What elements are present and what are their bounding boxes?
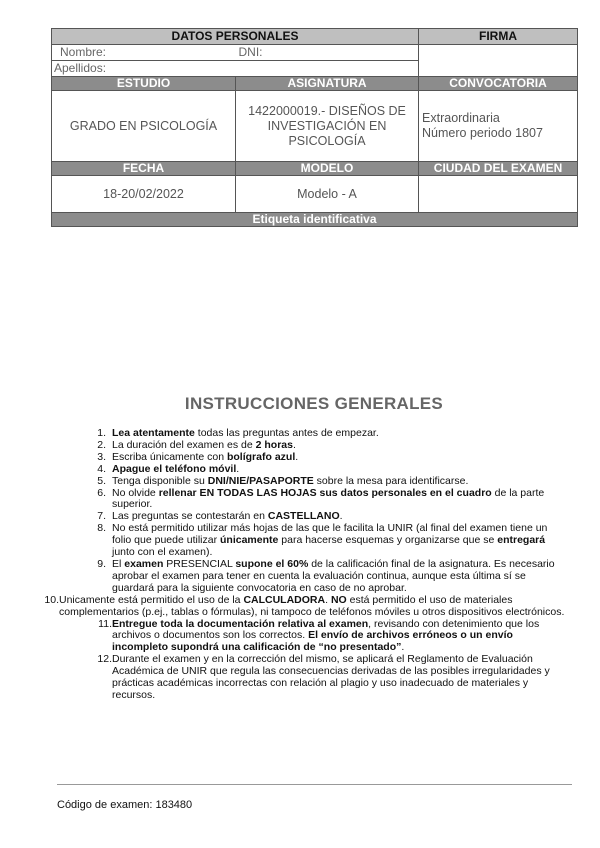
instruction-text-segment: DNI/NIE/PASAPORTE bbox=[207, 474, 314, 487]
instruction-text-segment: No olvide bbox=[112, 486, 159, 499]
modelo-value: Modelo - A bbox=[236, 176, 419, 213]
ciudad-value[interactable] bbox=[419, 176, 578, 213]
instruction-number: 3. bbox=[97, 450, 106, 463]
instruction-text-segment: está permitido el uso de materiales complementarios (p.ej., tablas o fórmulas), ni tampoco de teléfonos móviles u otros dispositivos electrónicos. bbox=[59, 593, 565, 618]
instruction-text-segment: Durante el examen y en la corrección del mismo, se aplicará el Reglamento de Evaluación Académica de UNIR que regula las consecuencias derivadas de las posibles irregularidades y prácticas académicas incorrectas con relación al plagio y uso inadecuado de materiales y recursos. bbox=[112, 653, 550, 701]
instruction-number: 8. bbox=[97, 522, 106, 535]
instruction-text bbox=[112, 559, 568, 595]
instruction-text-segment: . bbox=[325, 593, 331, 606]
instruction-text-segment: bolígrafo azul bbox=[226, 450, 296, 463]
instruction-text-segment: 2 horas bbox=[255, 438, 293, 451]
asignatura-value: 1422000019.- DISEÑOS DE INVESTIGACIÓN EN PSICOLOGÍA bbox=[236, 91, 419, 162]
instruction-text bbox=[112, 523, 568, 559]
instruction-text-segment: El envío de archivos erróneos o un envío incompleto supondrá una calificación de “no presentado” bbox=[112, 629, 513, 654]
convocatoria-value bbox=[419, 91, 578, 162]
estudio-header: ESTUDIO bbox=[52, 77, 236, 91]
instruction-text bbox=[112, 488, 568, 512]
instruction-text bbox=[112, 654, 570, 702]
dni-field[interactable]: DNI: bbox=[236, 45, 419, 61]
instruction-number: 1. bbox=[97, 427, 106, 439]
instruction-number: 9. bbox=[97, 557, 106, 570]
instruction-text-segment: . bbox=[401, 641, 405, 654]
instruction-item bbox=[0, 440, 600, 452]
instruction-text-segment: CALCULADORA bbox=[243, 593, 326, 606]
instruction-text-segment: La duración del examen es de bbox=[112, 438, 256, 451]
modelo-header: MODELO bbox=[236, 162, 419, 176]
nombre-field[interactable]: Nombre: bbox=[52, 45, 236, 61]
convocatoria-period: Número periodo 1807 bbox=[422, 126, 543, 140]
instruction-text-segment: junto con el examen). bbox=[112, 546, 213, 559]
instruction-text-segment: entregará bbox=[497, 534, 546, 547]
instruction-text-segment: de la calificación final de la asignatura. Es necesario aprobar el examen para tener en cuenta la evaluación continua, aunque esta última sí se guardará para la siguiente convocatoria en caso de no aprobar. bbox=[112, 557, 555, 594]
instruction-text-segment: rellenar EN TODAS LAS HOJAS sus datos personales en el cuadro bbox=[158, 486, 492, 499]
firma-field[interactable] bbox=[419, 45, 578, 77]
footer-divider bbox=[57, 784, 572, 785]
instruction-item bbox=[0, 428, 600, 440]
instruction-item bbox=[0, 559, 600, 595]
instruction-text-segment: de la parte superior. bbox=[112, 486, 545, 511]
instruction-text bbox=[59, 595, 571, 619]
instruction-text-segment: únicamente bbox=[220, 534, 279, 547]
instruction-text-segment: Apague el teléfono móvil bbox=[112, 462, 237, 475]
instruction-item bbox=[0, 595, 600, 619]
fecha-value: 18-20/02/2022 bbox=[52, 176, 236, 213]
apellidos-field[interactable]: Apellidos: bbox=[52, 61, 419, 77]
instruction-number: 6. bbox=[97, 486, 106, 499]
estudio-value: GRADO EN PSICOLOGÍA bbox=[52, 91, 236, 162]
instruction-text-segment: supone el 60% bbox=[235, 557, 309, 570]
instruction-text-segment: . bbox=[339, 510, 343, 523]
ciudad-header: CIUDAD DEL EXAMEN bbox=[419, 162, 578, 176]
instruction-item bbox=[0, 523, 600, 559]
instruction-text-segment: No está permitido utilizar más hojas de las que le facilita la UNIR (al final del examen tiene un folio que puede utilizar bbox=[112, 522, 548, 547]
instruction-text-segment: sobre la mesa para identificarse. bbox=[313, 474, 469, 487]
instruction-text-segment: Lea atentamente bbox=[112, 427, 195, 439]
asignatura-header: ASIGNATURA bbox=[236, 77, 419, 91]
instruction-number: 10. bbox=[44, 593, 59, 606]
instruction-text-segment: todas las preguntas antes de empezar. bbox=[194, 427, 379, 439]
instruction-item bbox=[0, 619, 600, 655]
instruction-text-segment: Escriba únicamente con bbox=[112, 450, 227, 463]
instruction-text-segment: , revisando con detenimiento que los archivos o documentos son los correctos. bbox=[112, 617, 540, 642]
etiqueta-identificativa: Etiqueta identificativa bbox=[52, 213, 578, 227]
instruction-text-segment: . bbox=[295, 450, 299, 463]
exam-code: Código de examen: 183480 bbox=[57, 799, 193, 811]
instruction-text-segment: examen bbox=[124, 557, 164, 570]
instruction-item bbox=[0, 452, 600, 464]
instruction-text-segment: Entregue toda la documentación relativa al examen bbox=[112, 617, 369, 630]
instruction-text-segment: . bbox=[292, 438, 296, 451]
instruction-number: 5. bbox=[97, 474, 106, 487]
instruction-number: 12. bbox=[97, 653, 112, 666]
instruction-number: 4. bbox=[97, 462, 106, 475]
instruction-number: 11. bbox=[98, 617, 112, 630]
fecha-header: FECHA bbox=[52, 162, 236, 176]
instruction-text-segment: para hacerse esquemas y organizarse que se bbox=[278, 534, 498, 547]
instruction-text-segment: . bbox=[236, 462, 240, 475]
instruction-item bbox=[0, 654, 600, 702]
instruction-number: 7. bbox=[97, 510, 106, 523]
instruction-text-segment: PRESENCIAL bbox=[163, 557, 236, 570]
instructions-title: INSTRUCCIONES GENERALES bbox=[184, 394, 444, 413]
convocatoria-header: CONVOCATORIA bbox=[419, 77, 578, 91]
instruction-text-segment: CASTELLANO bbox=[267, 510, 340, 523]
instruction-text-segment: Las preguntas se contestarán en bbox=[112, 510, 268, 523]
instruction-text-segment: El bbox=[112, 557, 125, 570]
convocatoria-type: Extraordinaria bbox=[422, 111, 500, 125]
instruction-text-segment: Tenga disponible su bbox=[112, 474, 208, 487]
instruction-number: 2. bbox=[97, 438, 106, 451]
instruction-text-segment: NO bbox=[330, 593, 347, 606]
datos-personales-header: DATOS PERSONALES bbox=[52, 29, 419, 45]
instruction-item bbox=[0, 488, 600, 512]
exam-header-table bbox=[51, 28, 578, 227]
firma-header: FIRMA bbox=[419, 29, 578, 45]
instructions-list bbox=[0, 428, 600, 702]
instruction-text-segment: Unicamente está permitido el uso de la bbox=[59, 593, 244, 606]
instruction-text bbox=[112, 619, 570, 655]
